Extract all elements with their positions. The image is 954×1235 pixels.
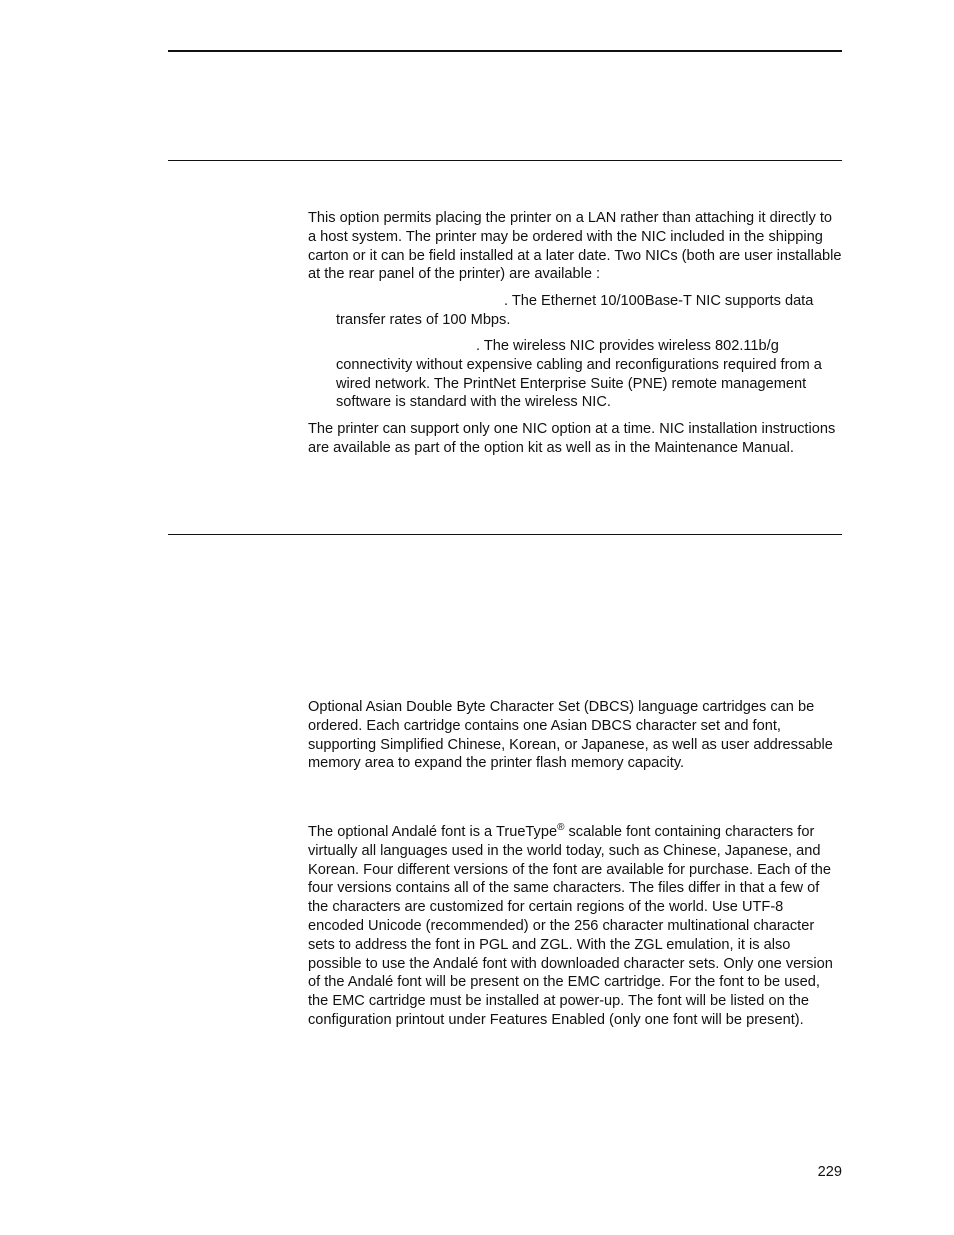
dbcs-text: Optional Asian Double Byte Character Set (DBCS) language cartridges can be ordered. Each cartridge contains one Asian DBCS character set and font, supporting Simplified Chinese, Korean, or Japanese, as well as user addressable memory area to expand the printer flash memory capacity. <box>308 699 833 772</box>
dbcs-paragraph <box>308 698 842 773</box>
nic-closing-text: The printer can support only one NIC option at a time. NIC installation instructions are available as part of the option kit as well as in the Maintenance Manual. <box>308 421 836 456</box>
andale-text-start: The optional Andalé font is a TrueType <box>308 824 558 840</box>
andale-paragraph <box>308 823 842 1030</box>
section-rule-nic <box>168 160 842 161</box>
nic-intro-paragraph <box>308 209 842 284</box>
ethernet-nic-text: . The Ethernet 10/100Base-T NIC supports data transfer rates of 100 Mbps. <box>336 293 814 328</box>
page-number: 229 <box>817 1164 842 1180</box>
andale-text <box>308 823 842 1030</box>
top-rule <box>168 50 842 52</box>
section-rule-fonts <box>168 534 842 535</box>
andale-text-rest: scalable font containing characters for virtually all languages used in the world today, such as Chinese, Japanese, and Korean. Four different versions of the font are available for purchase. Each of the four versions contains all of the same characters. The files differ in that a few of the characters are customized for certain regions of the world. Use UTF-8 encoded Unicode (recommended) or the 256 character multinational character sets to address the font in PGL and ZGL. With the ZGL emulation, it is also possible to use the Andalé font with downloaded character sets. Only one version of the Andalé font will be present on the EMC cartridge. For the font to be used, the EMC cartridge must be installed at power-up. The font will be listed on the configuration printout under Features Enabled (only one font will be present). <box>308 824 833 1028</box>
wireless-nic-text: . The wireless NIC provides wireless 802.11b/g connectivity without expensive cabling and reconfigurations required from a wired network. The PrintNet Enterprise Suite (PNE) remote management software is standard with the wireless NIC. <box>336 338 822 411</box>
wireless-nic-item <box>336 337 842 412</box>
nic-closing-paragraph <box>308 420 842 458</box>
ethernet-nic-item <box>336 292 842 330</box>
nic-intro-text: This option permits placing the printer on a LAN rather than attaching it directly to a host system. The printer may be ordered with the NIC included in the shipping carton or it can be field installed at a later date. Two NICs (both are user installable at the rear panel of the printer) are available : <box>308 210 842 283</box>
registered-mark: ® <box>557 822 565 833</box>
